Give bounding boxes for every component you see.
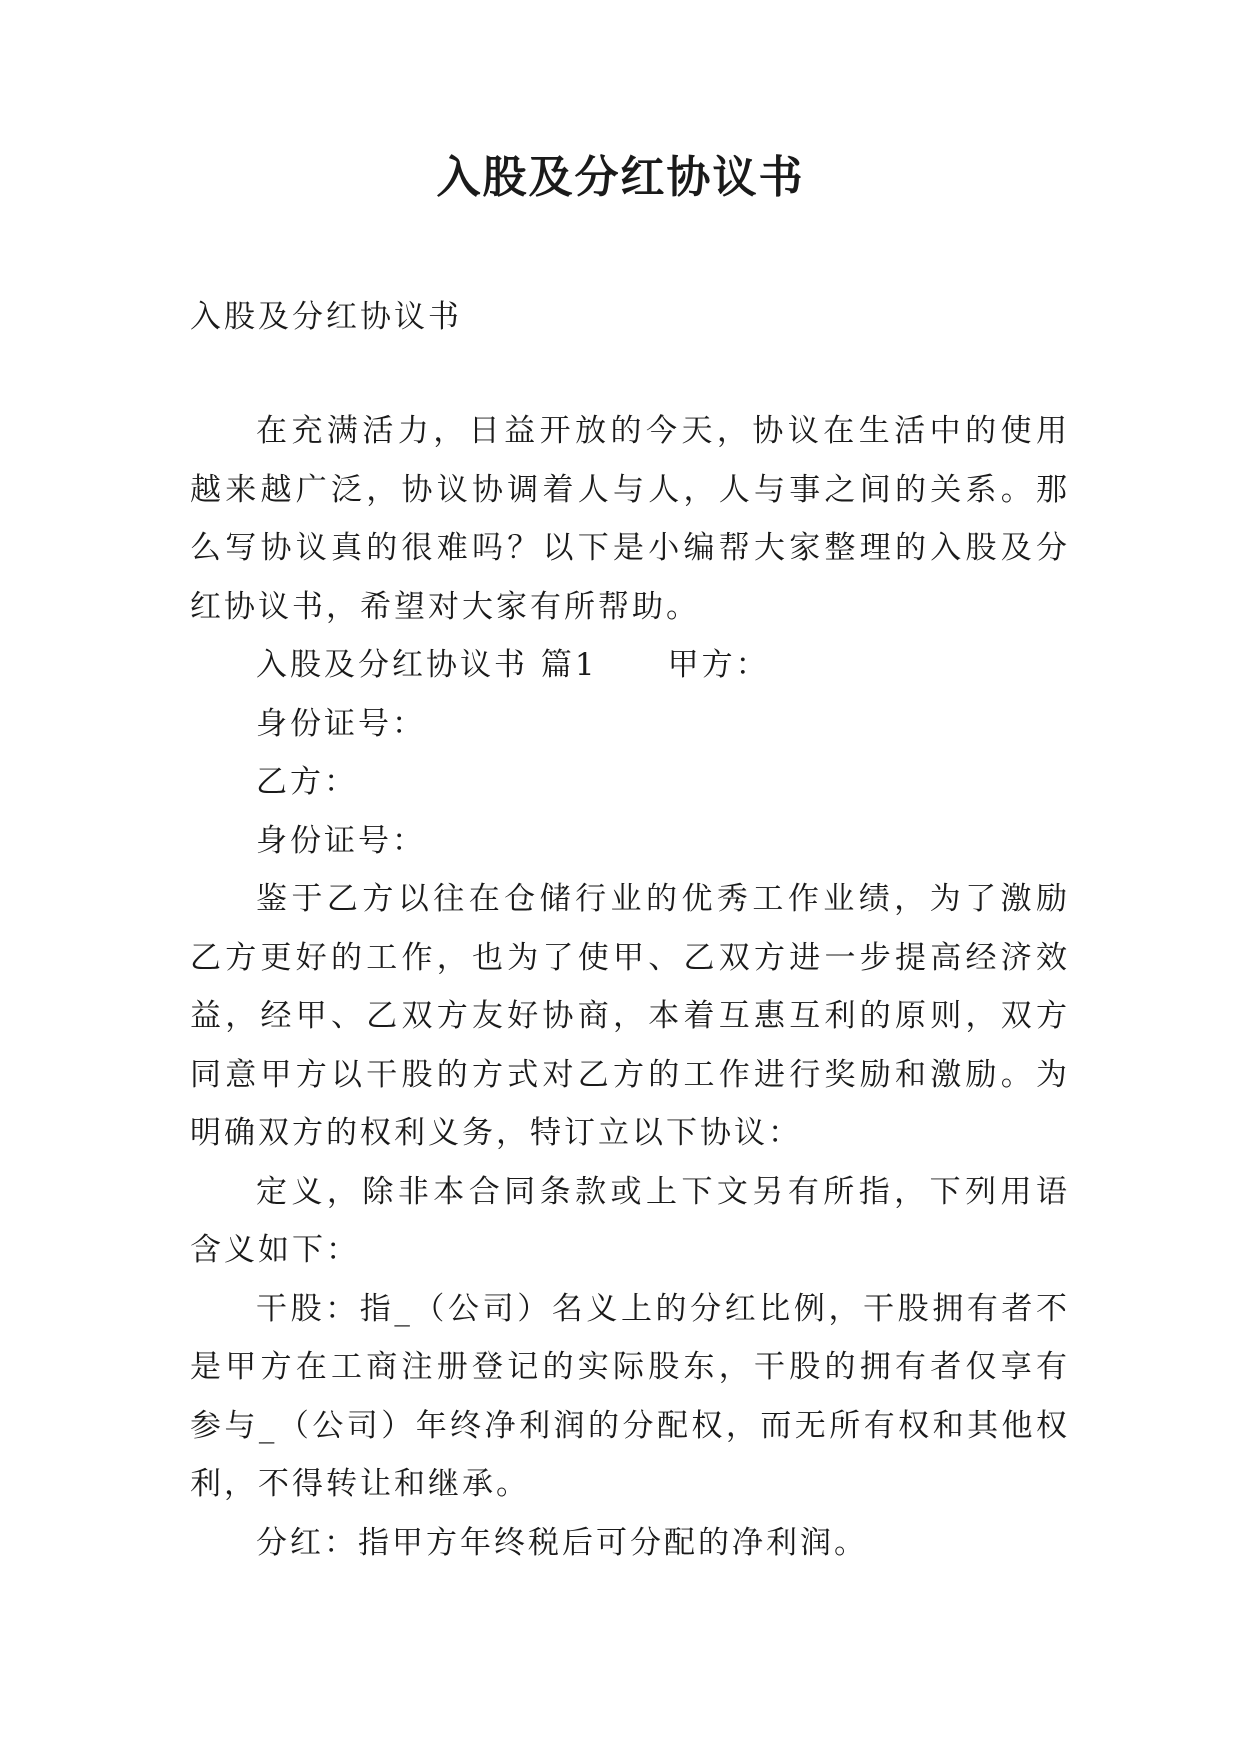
dry-share-definition-paragraph: 干股：指_（公司）名义上的分红比例，干股拥有者不是甲方在工商注册登记的实际股东，干股的拥有者仅享有参与_（公司）年终净利润的分配权，而无所有权和其他权利，不得转让和继承。 — [190, 1290, 1070, 1502]
party-b-label: 乙方： — [256, 764, 358, 800]
party-b-id-label: 身份证号： — [256, 822, 426, 859]
document-body — [190, 402, 1070, 1572]
document-subtitle: 入股及分红协议书 — [190, 299, 462, 335]
definitions-intro-paragraph: 定义，除非本合同条款或上下文另有所指，下列用语含义如下： — [190, 1173, 1070, 1268]
dividend-definition-paragraph: 分红：指甲方年终税后可分配的净利润。 — [256, 1524, 868, 1561]
whereas-paragraph: 鉴于乙方以往在仓储行业的优秀工作业绩，为了激励乙方更好的工作，也为了使甲、乙双方进一步提高经济效益，经甲、乙双方友好协商，本着互惠互利的原则，双方同意甲方以干股的方式对乙方的工作进行奖励和激励。为明确双方的权利义务，特订立以下协议： — [190, 881, 1070, 1151]
article-heading-line — [190, 636, 1070, 695]
party-a-label: 甲方： — [667, 647, 770, 683]
party-a-id-label: 身份证号： — [256, 705, 426, 742]
document-title: 入股及分红协议书 — [436, 152, 805, 203]
article-heading: 入股及分红协议书 篇1 — [256, 647, 598, 683]
intro-paragraph: 在充满活力，日益开放的今天，协议在生活中的使用越来越广泛，协议协调着人与人，人与事之间的关系。那么写协议真的很难吗？以下是小编帮大家整理的入股及分红协议书，希望对大家有所帮助。 — [190, 413, 1070, 625]
